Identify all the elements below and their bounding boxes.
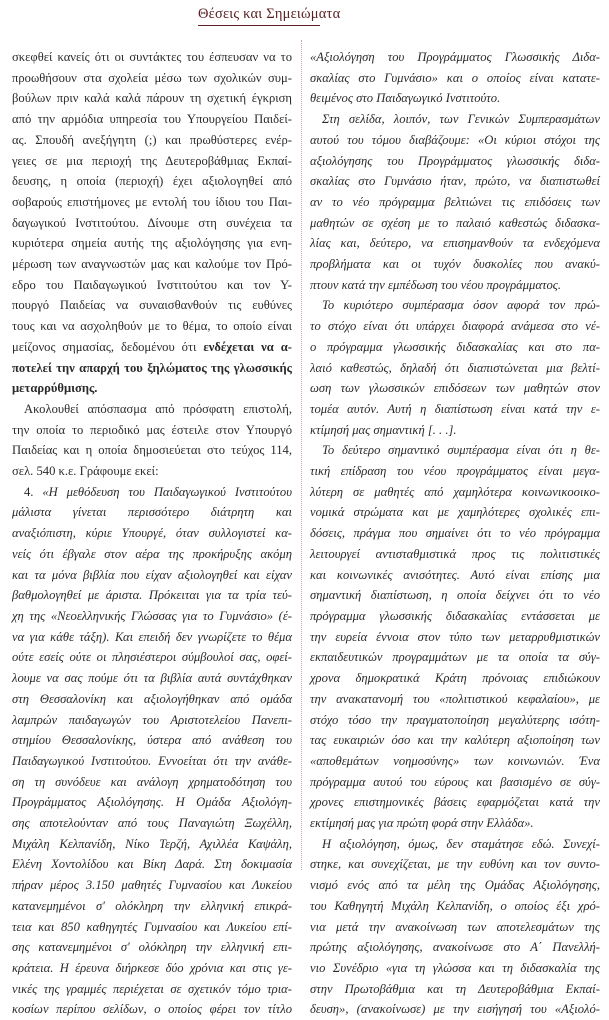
page-header	[0, 0, 609, 30]
text-line: την ευρεία έννοια στον τύπο των μεταρρυθμιστικών	[310, 629, 600, 644]
text-line: μέρωση των αναγνωστών μας και καλούμε τον Πρό-	[12, 257, 292, 272]
text-line: προβλήματα και οι τυχόν δυσκολίες που ανακύ-	[310, 257, 600, 272]
text-line: στόχο τόσο την πραγματοποίηση μεγαλύτερης ισότη-	[310, 712, 600, 727]
text-line: την οποία το περιοδικό μας έστειλε στον Υπουργό	[12, 422, 292, 437]
text-line: δαγωγικού Ινστιτούτου. Δίνουμε στη συνέχεια τα	[12, 215, 292, 230]
text-line: στημίου Θεσσαλονίκης, ύστερα από ανάθεση του	[12, 733, 292, 748]
text-line: τομέα αυτόν. Αυτή η διαπίστωση είναι κατά την ε-	[310, 401, 600, 416]
text-line: νείς ότι έβγαλε στον αέρα της προκήρυξης ακόμη	[12, 546, 292, 561]
text-line: θειμένος στο Παιδαγωγικό Ινστιτούτο.	[310, 91, 501, 106]
text-line: σκαλίας στο Γυμνάσιο» και ο οποίος είναι κατατε-	[310, 70, 600, 85]
text-line: κυριότερα σημεία αυτής της αξιολόγησης για ενη-	[12, 236, 292, 251]
text-line: ση τη συνόδευε και ανάλογη χρηματοδότηση του	[12, 774, 292, 789]
text-line: πουργό Παιδείας να συναισθανθούν τις ευθύνες	[12, 298, 292, 313]
text-line: λαιό καθεστώς, δηλαδή ότι διαπιστώνεται μια βελτί-	[310, 360, 600, 375]
text-line: αναξιόπιστη, κύριε Υπουργέ, όταν συλλογιστεί κα-	[12, 526, 292, 541]
text-line: εκπαιδευτικών προγραμμάτων με τα οποία τα σύγ-	[310, 650, 600, 665]
paragraph-second-conclusion	[310, 440, 600, 833]
text-line: Παιδείας και η οποία δημοσιεύεται στο τεύχος 114,	[12, 443, 292, 458]
text-line: «Αξιολόγηση του Προγράμματος Γλωσσικής Διδα-	[310, 50, 600, 64]
text-line: ούτε εσείς ούτε οι πλησιέστεροι σύμβουλοί σας, οφεί-	[12, 650, 292, 665]
text-line: λύτερη σε μαθητές από χαμηλότερα κοινωνικοοικο-	[310, 484, 600, 499]
text-line: τας ευκαιριών όσο και την καλύτερη αξιοποίηση των	[310, 733, 600, 748]
text-line: πτουν κατά την εμπέδωση του νέου προγράμματος.	[310, 277, 562, 292]
text-line: Το κυριότερο συμπέρασμα όσον αφορά τον πρώ-	[322, 298, 600, 313]
text-line: αξιολόγησης του Προγράμματος γλωσσικής διδα-	[310, 153, 600, 168]
paragraph-quote	[12, 482, 292, 1020]
text-line: βούλων πριν καλά καλά πάρουν τη σχετική έγκριση	[12, 91, 292, 106]
paragraph-report-title	[310, 47, 600, 109]
text-line: Μιχάλη Κελπανίδη, Νίκο Τερζή, Αχιλλέα Καψάλη,	[12, 836, 292, 851]
paragraph-intro	[12, 47, 292, 399]
text-line: εδρο του Παιδαγωγικού Ινστιτούτου και τον Υ-	[12, 277, 292, 292]
text-line: πρώτης αξιολόγησης, ανακοίνωσε στο Α΄ Πανελλή-	[310, 940, 600, 955]
left-column	[12, 47, 292, 1020]
text-line: χη της «Νεοελληνικής Γλώσσας για το Γυμνάσιο» (έ-	[12, 608, 292, 623]
text-line: κοσίων περίπου σελίδων, ο οποίος φέρει τον τίτλο	[12, 1002, 292, 1017]
paragraph-conclusions	[310, 109, 600, 295]
text-line: το στόχο είναι ότι υπάρχει διαφορά ανάμεσα στο νέ-	[310, 319, 600, 334]
text-line: στηκε, και συνεχίζεται, με την ευθύνη και τον συντο-	[310, 857, 600, 872]
text-line: ο πρόγραμμα γλωσσικής διδασκαλίας και στο πα-	[310, 339, 600, 354]
text-line: γειες σε μια περιοχή της Δευτεροβάθμιας Εκπαί-	[12, 153, 292, 168]
text-line: αν το νέο πρόγραμμα βελτιώνει τις επιδόσεις των	[310, 194, 600, 209]
text-line: τική επίδραση του νέου προγράμματος είναι μεγα-	[310, 464, 600, 479]
text-line: την ανακατανομή του «πολιτιστικού κεφαλαίου», με	[310, 691, 600, 706]
text-line: στη Θεσσαλονίκη και αξιολογήθηκαν από ομάδα	[12, 691, 292, 706]
text-line: κατανεμημένοι σ' ολόκληρη την ελληνική επικρά-	[12, 898, 292, 913]
text-line: και τα μόνα βιβλία που είχαν αξιολογηθεί και είχαν	[12, 567, 292, 582]
text-line: τους και να ασχοληθούν με το θέμα, το οποίο είναι	[12, 319, 292, 334]
emphasis-line: μεταρρύθμισης.	[12, 381, 98, 396]
text-line: αυτού του τόμου διαβάζουμε: «Οι κύριοι στόχοι της	[310, 132, 600, 147]
text-line	[12, 482, 292, 503]
paragraph-letter-intro	[12, 399, 292, 482]
text-line: νομικά στρώματα και με χαμηλότερες σχολικές επι-	[310, 505, 600, 520]
text-line: νια μετά την ανακοίνωση των αποτελεσμάτων της	[310, 919, 600, 934]
column-divider	[301, 40, 302, 870]
text-line: νικές της γραμμές περιέχεται σε σχετικόν τόμο τρια-	[12, 981, 292, 996]
text-line: χρονα δημοκρατικά Κράτη πρόνοιας επιδιώκουν	[310, 671, 600, 686]
text-line: στην Πρωτοβάθμια και τη Δευτεροβάθμια Εκπαί-	[310, 981, 600, 996]
text-line: χρονες επιστημονικές βάσεις εφαρμόζεται κατά την	[310, 795, 600, 810]
text-line: μαθητών σε σχέση με το παλαιό καθεστώς διδασκα-	[310, 215, 600, 230]
text-line: Παιδαγωγικού Ινστιτούτου. Εννοείται ότι την ανάθε-	[12, 753, 292, 768]
quote-number: 4.	[24, 484, 43, 499]
text-line: δευσης, η οποία (περιοχή) έχει αξιολογηθεί από	[12, 174, 292, 189]
text-line: Στη σελίδα, λοιπόν, των Γενικών Συμπερασμάτων	[322, 112, 600, 127]
text-line: μάλιστα γίνεται περισσότερο διάτρητη και	[12, 505, 292, 520]
text-line	[12, 337, 292, 358]
text-line: σημαντική διαπίστωση, η οποία δείχνει ότι το νέο	[310, 588, 600, 603]
text-line: Προγράμματος Αξιολόγησης. Η Ομάδα Αξιολόγη-	[12, 795, 292, 810]
text-line: σελ. 540 κ.ε. Γράφουμε εκεί:	[12, 464, 159, 479]
text-line: και κοινωνικές ανισότητες. Αυτό είναι επίσης μια	[310, 567, 600, 582]
text-line: Το δεύτερο σημαντικό συμπέρασμα είναι ότι η θε-	[322, 443, 600, 458]
text-line: κτίμησή μας σημαντική [. . .].	[310, 422, 457, 437]
text-line: σης αποτελούνταν από τους Παναγιώτη Ξωχέλλη,	[12, 816, 292, 831]
text-line: βαθμολογηθεί με άριστα. Πρόκειται για τα τρία τεύ-	[12, 588, 292, 603]
text-line: λαμπρών παιδαγωγών του Αριστοτελείου Πανεπι-	[12, 712, 292, 727]
text-line: Η αξιολόγηση, όμως, δεν σταμάτησε εδώ. Συνεχί-	[322, 836, 600, 851]
text-line: νιο Συνέδριο «για τη γλώσσα και τη διδασκαλία της	[310, 960, 600, 975]
text-line: δόσεις, πράγμα που σημαίνει ότι το νέο πρόγραμμα	[310, 526, 600, 541]
text-line: ωση των γλωσσικών επιδόσεων των μαθητών στον	[310, 381, 600, 396]
emphasis-line: ποτελεί την απαρχή του ξηλώματος της γλωσσικής	[12, 360, 292, 375]
text-line: από την αρμόδια υπηρεσία του Υπουργείου Παιδεί-	[12, 112, 292, 127]
emphasis-text: ενδέχεται να α-	[203, 339, 292, 354]
text-line: κράτεια. Η έρευνα διήρκεσε δύο χρόνια και στις γε-	[12, 960, 292, 975]
text-run: «Η μεθόδευση του Παιδαγωγικού Ινστιτούτου	[42, 484, 293, 499]
text-line: του Καθηγητή Μιχάλη Κελπανίδη, ο οποίος έξι χρό-	[310, 898, 600, 913]
text-line: λουμε να σας πούμε ότι τα βιβλία αυτά συντάχθηκαν	[12, 671, 292, 686]
text-line: εκτίμησή μας για πρώτη φορά στην Ελλάδα».	[310, 816, 534, 831]
text-line: πρόγραμμα αυτού του εύρους και βασισμένο σε σύγ-	[310, 774, 600, 789]
text-line: Ακολουθεί απόσπασμα από πρόσφατη επιστολή,	[24, 401, 292, 416]
text-line: να για κάθε τάξη). Και επειδή δεν γνωρίζετε το θέμα	[12, 629, 292, 644]
text-run: μείζονος σημασίας, δεδομένου ότι	[12, 339, 204, 354]
text-line: δευση», (ανακοίνωσε) με την εισήγησή του «Αξιολό-	[310, 1002, 600, 1017]
paragraph-continuation	[310, 834, 600, 1020]
text-line: πρόγραμμα γλωσσικής διδασκαλίας εντάσσεται με	[310, 608, 600, 623]
text-line: νισμό ενός από τα μέλη της Ομάδας Αξιολόγησης,	[310, 878, 600, 893]
paragraph-first-conclusion	[310, 295, 600, 440]
text-line: προωθήσουν στα σχολεία μέσω των σχολικών συμ-	[12, 70, 292, 85]
text-line: σοβαρούς επιστήμονες με εντολή του ίδιου του Παι-	[12, 194, 292, 209]
text-line: σης κατανεμημένοι σ' ολόκληρη την ελληνική επι-	[12, 940, 292, 955]
text-line: ας. Σπουδή ανεξήγητη (;) και πρωθύστερες ενέρ-	[12, 132, 292, 147]
text-line: τεια και 850 καθηγητές Γυμνασίου και Λυκείου επί-	[12, 919, 292, 934]
right-column	[310, 47, 600, 1020]
text-line: λίας και, δεύτερο, να επισημανθούν τα ενδεχόμενα	[310, 236, 600, 251]
text-line: σκαλίας στο Γυμνάσιο ήταν, πρώτο, να διαπιστωθεί	[310, 174, 600, 189]
text-line: «αποθεμάτων νοημοσύνης» των κοινωνιών. Ένα	[310, 753, 600, 768]
text-line: λειτουργεί αντισταθμιστικά προς τις πολιτιστικές	[310, 546, 600, 561]
text-line: σκεφθεί κανείς ότι οι συντάκτες του έσπευσαν να το	[12, 50, 292, 64]
text-line: Ελένη Χοντολίδου και Βίκη Δαρά. Στη δοκιμασία	[12, 857, 292, 872]
section-title: Θέσεις και Σημειώματα	[198, 6, 320, 26]
text-line: πήραν μέρος 3.150 μαθητές Γυμνασίου και Λυκείου	[12, 878, 292, 893]
